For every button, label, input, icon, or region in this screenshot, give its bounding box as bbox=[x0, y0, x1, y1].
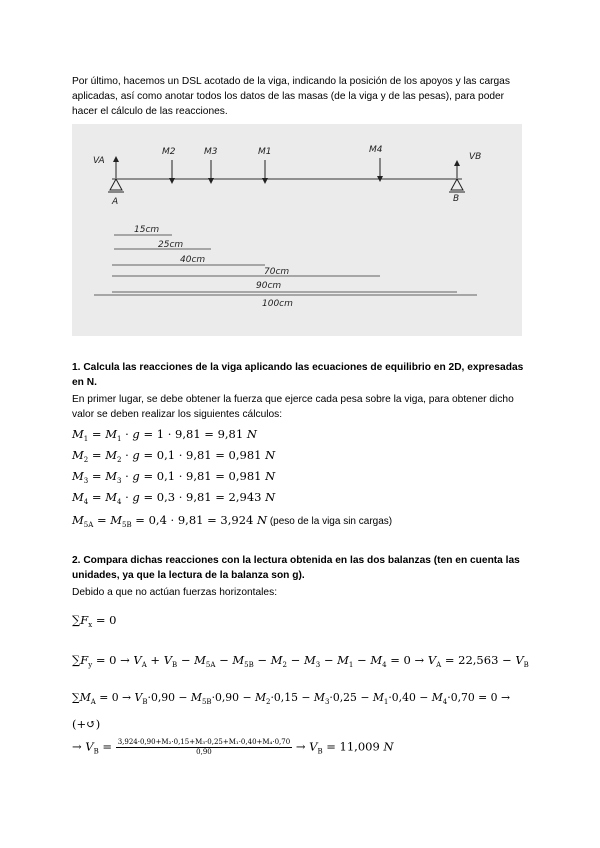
q2-text: Debido a que no actúan fuerzas horizontales: bbox=[72, 587, 278, 598]
eq-m3: $M_3 = M_3 \cdot g = 0,1 \cdot 9,81 = 0,981$ N bbox=[72, 469, 276, 485]
m2-label: M2 bbox=[162, 147, 176, 157]
beam-diagram-photo bbox=[72, 124, 522, 336]
dim-90cm: 90cm bbox=[256, 281, 282, 291]
q1-text: En primer lugar, se debe obtener la fuerza que ejerce cada pesa sobre la viga, para obtener dicho valor se deben realizar los siguientes cálculos: bbox=[72, 394, 514, 420]
intro-paragraph: Por último, hacemos un DSL acotado de la viga, indicando la posición de los apoyos y las cargas aplicadas, así como anotar todos los datos de las masas (de la viga y de las pesas), para poder hacer el cálculo de las reacciones. bbox=[72, 76, 510, 117]
q2-title: 2. Compara dichas reacciones con la lectura obtenida en las dos balanzas (ten en cuenta las unidades, ya que la lectura de la balanza son g). bbox=[72, 555, 520, 581]
dim-100cm: 100cm bbox=[262, 299, 293, 309]
dim-40cm: 40cm bbox=[180, 255, 206, 265]
dim-70cm: 70cm bbox=[264, 267, 290, 277]
beam-diagram bbox=[72, 124, 522, 336]
va-label: VA bbox=[93, 156, 105, 166]
vb-fraction: $\frac{\text{3,924·0,90+M₂·0,15+M₃·0,25+M₁·0,40+M₄·0,70}}{0,90}$ bbox=[117, 738, 291, 756]
eq-sign: (+↺) bbox=[72, 717, 101, 731]
m1-label: M1 bbox=[258, 147, 272, 157]
eq-sum-fy: $\sum F_y = 0 \to V_A + V_B - M_{5A} - M_{5B} - M_2 - M_3 - M_1 - M_4 = 0 \to V_A = 22,563 - V_B$ bbox=[72, 653, 529, 669]
m4-label: M4 bbox=[369, 145, 383, 155]
eq-sum-ma: $\sum M_A = 0 \to V_B\cdot 0,90 - M_{5B}\cdot 0,90 - M_2\cdot 0,15 - M_3\cdot 0,25 - M_1\cdot 0,40 - M_4\cdot 0,70 = 0$ → bbox=[72, 691, 510, 706]
eq-m5: $M_{5A} = M_{5B} = 0,4 \cdot 9,81 = 3,924$ N (peso de la viga sin cargas) bbox=[72, 513, 393, 529]
eq-sum-fx: $\sum F_x = 0$ bbox=[72, 613, 117, 629]
eq-m2: $M_2 = M_2 \cdot g = 0,1 \cdot 9,81 = 0,981$ N bbox=[72, 448, 276, 464]
dim-25cm: 25cm bbox=[158, 240, 184, 250]
eq-vb: → $V_B$ = $\frac{\text{3,924·0,90+M₂·0,15+M₃·0,25+M₁·0,40+M₄·0,70}}{0,90}$ → $V_B = 11,009$ N bbox=[72, 738, 394, 756]
eq-m4: $M_4 = M_4 \cdot g = 0,3 \cdot 9,81 = 2,943$ N bbox=[72, 490, 276, 506]
m3-label: M3 bbox=[204, 147, 218, 157]
b-label: B bbox=[453, 194, 460, 204]
eq-m1: $M_1 = M_1 \cdot g = 1 \cdot 9,81 = 9,81$ N bbox=[72, 427, 257, 443]
dim-15cm: 15cm bbox=[134, 225, 160, 235]
vb-label: VB bbox=[469, 152, 482, 162]
q1-title: 1. Calcula las reacciones de la viga aplicando las ecuaciones de equilibrio en 2D, expresadas en N. bbox=[72, 362, 524, 388]
a-label: A bbox=[112, 197, 119, 207]
dimension-lines bbox=[94, 235, 477, 295]
support-b-icon bbox=[451, 179, 463, 190]
support-a-icon bbox=[110, 179, 122, 190]
